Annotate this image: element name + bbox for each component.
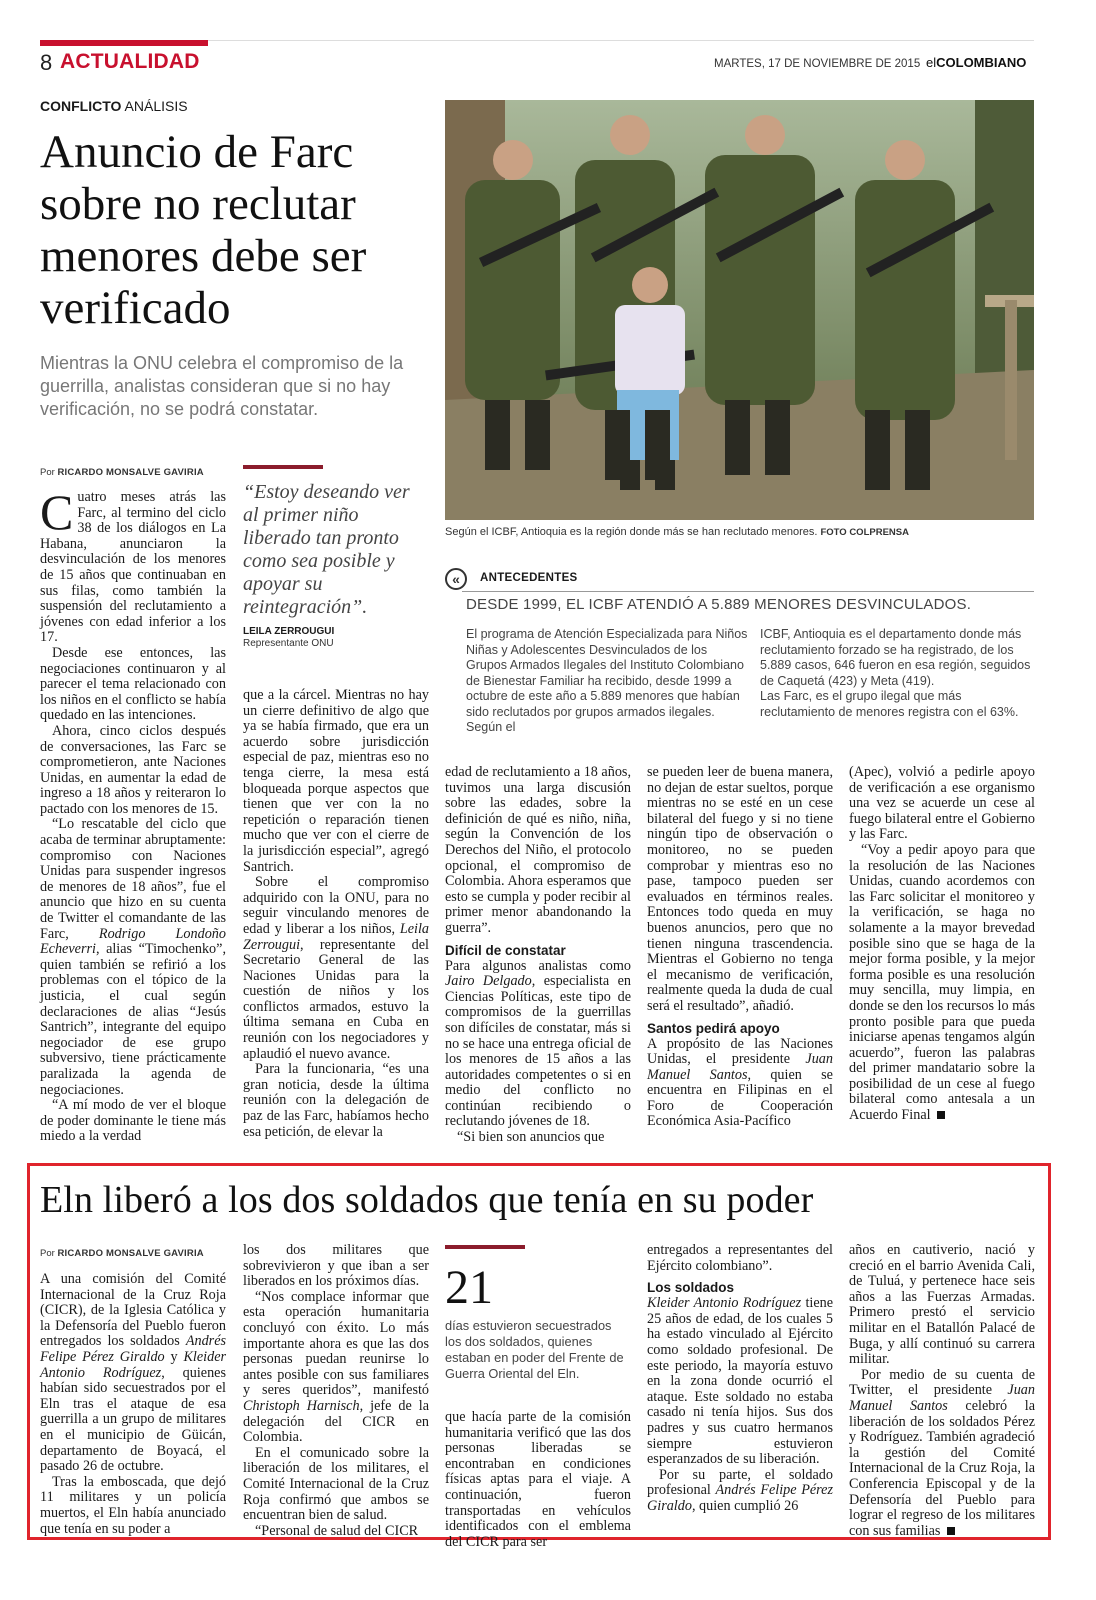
kicker-topic: CONFLICTO <box>40 98 122 114</box>
paragraph-text: uatro meses atrás las Farc, al termino del ciclo 38 de los diálogos en La Habana, anunciaron la desvinculación de los menores de 15 años que continuaban en sus filas, como también la suspensión del reclutamiento a jóvenes con edad inferior a los 17. <box>40 489 226 646</box>
paragraph-text: , quienes habían sido secuestrados por el Eln tras el ataque de esa guerrilla a un grupo de militares en el municipio de Güicán, departamento de Boyacá, el pasado 26 de octubre. <box>40 1364 227 1475</box>
stat-accent-bar <box>445 1245 525 1249</box>
body-paragraph: En el comunicado sobre la liberación de los militares, el Comité Internacional de la Cruz Roja confirmó que ambos se encuentran bien de salud. <box>243 1444 429 1524</box>
antecedentes-paragraph: ICBF, Antioquia es el departamento donde más reclutamiento forzado se ha registrado, de los 5.889 casos, 646 fueron en esa región, seguidos de Caquetá (423) y Meta (419). <box>760 627 1031 688</box>
paragraph-text: Para algunos analistas como <box>445 957 631 974</box>
article2-column-3 <box>445 1410 631 1550</box>
byline-author: RICARDO MONSALVE GAVIRIA <box>57 1248 204 1259</box>
person-name: Kleider Antonio Rodríguez <box>647 1295 802 1312</box>
body-paragraph: edad de reclutamiento a 18 años, tuvimos una larga discusión sobre las edades, sobre la definición de qué es niño, niña, según la Convención de los Derechos del Niño, el protocolo opcional, el compromiso de Colombia. Ahora esperamos que esto se cumpla y poder recibir al primer menor abandonando la guerra”. <box>445 764 631 936</box>
body-paragraph <box>445 959 631 1131</box>
body-paragraph: entregados a representantes del Ejército colombiano”. <box>647 1242 833 1274</box>
person-name: Kleider Antonio Rodríguez <box>40 1348 227 1381</box>
end-mark-icon <box>937 1111 945 1119</box>
article2-column-5 <box>849 1243 1035 1539</box>
article2-column-1 <box>40 1272 226 1537</box>
paragraph-text: Sobre el compromiso adquirido con la ONU, para no seguir vinculando menores de edad y liberar a los niños, <box>243 874 429 937</box>
body-paragraph: se pueden leer de buena manera, no dejan de estar sueltos, porque mientras no se esté en un cese bilateral del fuego y si no tiene ningún tipo de observación o monitoreo, no se pueden comprobar y mientras eso no pase, tampoco pueden ser evaluados en términos reales. Entonces todo queda en muy buenos anuncios, pero que no tienen ninguna trascendencia. Mientras el Gobierno no tenga el mecanismo de verificación, realmente queda la duda de cual será el resultado”, añadió. <box>647 764 833 1014</box>
person-name: Christoph Harnisch <box>243 1397 360 1414</box>
body-paragraph <box>40 1272 226 1475</box>
byline-author: RICARDO MONSALVE GAVIRIA <box>57 467 204 478</box>
pull-quote: “Estoy deseando ver al primer niño liberado tan pronto como sea posible y apoyar su reintegración”. <box>243 481 410 618</box>
stat-number: 21 <box>445 1261 493 1314</box>
stat-description: días estuvieron secuestrados los dos soldados, quienes estaban en poder del Frente de Guerra Oriental del Eln. <box>445 1318 624 1381</box>
paragraph-text: Por medio de su cuenta de Twitter, el presidente <box>849 1366 1035 1399</box>
body-paragraph: Ahora, cinco ciclos después de conversaciones, las Farc se comprometieron, ante Naciones Unidas, en aumentar la edad de ingreso a 18 años y reiteraron lo pactado con los menores de 15. <box>40 722 226 817</box>
article-column-4 <box>647 765 833 1130</box>
end-mark-icon <box>947 1527 955 1535</box>
paragraph-text: Por su parte, el soldado profesional <box>647 1466 833 1499</box>
article-headline: Anuncio de Farc sobre no reclutar menores debe ser verificado <box>40 126 367 334</box>
newspaper-title: COLOMBIANO <box>936 55 1027 70</box>
drop-cap: C <box>40 484 74 540</box>
body-paragraph <box>647 1037 833 1131</box>
body-paragraph: que a la cárcel. Mientras no hay un cierre definitivo de algo que ya se había firmado, que era un acuerdo sobre jurisdicción especial de paz, mientras eso no tenga cierre, la mesa está bloqueada porque aspectos que tienen que ver con la no repetición o reparación tienen mucho que ver con el cierre de la jurisdicción especial”, agregó Santrich. <box>243 687 429 875</box>
body-paragraph: “Si bien son anuncios que <box>457 1129 605 1146</box>
person-name: Andrés Felipe Pérez Giraldo <box>40 1333 227 1365</box>
body-paragraph: Tras la emboscada, que dejó 11 militares y un policía muertos, el Eln había anunciado que tenía en su poder a <box>40 1473 226 1537</box>
person-name: Leila Zerrougui <box>243 920 429 953</box>
body-paragraph <box>40 484 226 646</box>
body-paragraph: Desde ese entonces, las negociaciones continuaron y al parecer el tema relacionado con los niños en el conflicto se había quedado en las intenciones. <box>40 644 226 724</box>
body-paragraph <box>40 817 226 1098</box>
photo-caption <box>445 526 1034 538</box>
article2-column-2 <box>243 1243 429 1539</box>
article2-headline: Eln liberó a los dos soldados que tenía en su poder <box>40 1179 814 1221</box>
newspaper-prefix: el <box>926 55 937 70</box>
antecedentes-rule <box>462 591 1034 592</box>
body-paragraph <box>243 1290 429 1446</box>
issue-date: MARTES, 17 DE NOVIEMBRE DE 2015 <box>714 58 921 70</box>
person-name: Andrés Felipe Pérez Giraldo <box>647 1482 833 1514</box>
paragraph-text: “Nos complace informar que esta operación humanitaria concluyó con éxito. Lo más importante ahora es que las dos personas puedan reunirse lo antes posible con sus familiares y seres queridos”, manifestó <box>243 1288 429 1399</box>
paragraph-text: , alias “Timochenko”, quien también se refirió a los problemas con el tópico de la justicia, el cual según declaraciones de alias “Jesús Santrich”, integrante del equipo negociador de ese grupo subversivo, tiene prácticamente paralizada la agenda de negociaciones. <box>40 941 226 1098</box>
paragraph-text: , jefe de la delegación del CICR en Colombia. <box>243 1397 430 1446</box>
article-photo <box>445 100 1034 520</box>
byline-prefix: Por <box>40 467 55 478</box>
paragraph-text: , especialista en Ciencias Políticas, este tipo de compromisos de la guerrillas son difíciles de constatar, más si no se hace una entrega oficial de los menores de 15 años a las autoridades competentes o si en medio del conflicto no continúan recibiendo o reclutando jóvenes de 18. <box>445 973 632 1130</box>
antecedentes-col2 <box>760 627 1034 720</box>
article-byline <box>40 467 204 478</box>
article-column-2 <box>243 688 429 1140</box>
subheading: Los soldados <box>647 1280 735 1296</box>
guerrilla-photo-illustration <box>445 100 1034 520</box>
paragraph-text: , quien cumplió 26 <box>691 1497 799 1514</box>
body-paragraph: que hacía parte de la comisión humanitaria verificó que las dos personas liberadas se encontraban en condiciones físicas aptas para el viaje. A continuación, fueron transportadas en vehículos identificados con el emblema del CICR para ser <box>445 1409 631 1550</box>
person-name: Juan Manuel Santos <box>849 1382 1035 1414</box>
body-paragraph: (Apec), volvió a pedirle apoyo de verificación a ese organismo una vez se acuerde un cese al fuego bilateral entre el Gobierno y las Farc. <box>849 764 1035 843</box>
article2-byline <box>40 1248 204 1259</box>
body-paragraph: Para la funcionaria, “es una gran noticia, desde la última reunión con la delegación de paz de las Farc, habíamos hecho esa petición, de elevar la <box>243 1061 429 1140</box>
paragraph-text: A una comisión del Comité Internacional de la Cruz Roja (CICR), de la Iglesia Católica y la Defensoría del Pueblo fueron entregados los soldados <box>40 1271 226 1350</box>
paragraph-text: celebró la liberación de los soldados Pérez y Rodríguez. También agradeció la gestión del Comité Internacional de la Cruz Roja, la Conferencia Episcopal y de la Defensoría del Pueblo para lograr el regreso de los militares con sus familias <box>849 1397 1035 1539</box>
photo-credit: FOTO COLPRENSA <box>820 527 909 538</box>
article-column-5 <box>849 765 1035 1124</box>
article-column-1 <box>40 484 226 1145</box>
antecedentes-title: DESDE 1999, EL ICBF ATENDIÓ A 5.889 MENORES DESVINCULADOS. <box>466 596 972 613</box>
article-kicker <box>40 98 188 114</box>
paragraph-text: A propósito de las Naciones Unidas, el presidente <box>647 1035 833 1068</box>
quote-accent-bar <box>243 465 323 469</box>
body-paragraph <box>849 843 1035 1124</box>
body-paragraph <box>647 1468 833 1515</box>
double-chevron-left-icon: « <box>445 568 467 590</box>
paragraph-text: y <box>170 1348 178 1365</box>
page-number: 8 <box>40 50 53 75</box>
paragraph-text: tiene 25 años de edad, de los cuales 5 ha estado vinculado al Ejército como soldado profesional. De este periodo, la mayoría estuvo en la zona donde ocurrió el ataque. Este soldado no estaba casado ni tenía hijos. Sus dos padres y sus cuatro hermanos siempre estuvieron esperanzados de su liberación. <box>647 1295 834 1468</box>
body-paragraph: los dos militares que sobrevivieron y que iban a ser liberados en los próximos días. <box>243 1242 429 1290</box>
person-name: Jairo Delgado <box>445 973 532 990</box>
antecedentes-col1: El programa de Atención Especializada para Niños Niñas y Adolescentes Desvinculados de los Grupos Armados Ilegales del Instituto Colombiano de Bienestar Familiar ha recibido, desde 1999 a octubre de este año a 5.889 menores que habían sido reclutados por grupos armados ilegales. Según el <box>466 627 748 734</box>
kicker-type: ANÁLISIS <box>124 98 188 114</box>
body-paragraph: “A mí modo de ver el bloque de poder dominante le tiene más miedo a la verdad <box>40 1097 226 1145</box>
body-paragraph: años en cautiverio, nació y creció en el barrio Avenida Cali, de Tuluá, y pertenece hace seis años a las Fuerzas Armadas. Primero prestó el servicio militar en el Batallón Palacé de Buga, y allí continuó su carrera militar. <box>849 1242 1035 1368</box>
quote-author: LEILA ZERROUGUI <box>243 626 335 637</box>
section-title: ACTUALIDAD <box>60 50 200 73</box>
body-paragraph <box>849 1368 1035 1540</box>
person-name: Rodrigo Londoño Echeverri <box>40 925 226 958</box>
antecedentes-label: ANTECEDENTES <box>480 572 578 584</box>
paragraph-text: “Lo rescatable del ciclo que acaba de terminar abruptamente: compromiso con Naciones Unidas para suspender ingresos de menores de 18 años”, fue el anuncio que hizo en su cuenta de Twitter el comandante de las Farc, <box>40 816 226 942</box>
body-paragraph: “Personal de salud del CICR <box>255 1522 419 1539</box>
person-name: Juan Manuel Santos <box>647 1051 833 1083</box>
body-paragraph <box>243 875 429 1062</box>
newspaper-name <box>926 55 1026 70</box>
caption-text: Según el ICBF, Antioquia es la región donde más se han reclutado menores. <box>445 526 818 538</box>
subheading: Santos pedirá apoyo <box>647 1020 780 1036</box>
section-color-bar <box>40 40 208 46</box>
article-deck: Mientras la ONU celebra el compromiso de la guerrilla, analistas consideran que si no hay verificación, no se podrá constatar. <box>40 353 404 419</box>
antecedentes-paragraph: Las Farc, es el grupo ilegal que más reclutamiento de menores registra con el 63%. <box>760 689 1019 719</box>
paragraph-text: , representante del Secretario General de las Naciones Unidas para la cuestión de niños y los conflictos armados, estuvo la última semana en Cuba en reunión con los negociadores y aplaudió el nuevo avance. <box>243 936 429 1062</box>
subheading: Difícil de constatar <box>445 942 566 958</box>
article-column-3 <box>445 765 631 1146</box>
quote-author-role: Representante ONU <box>243 638 334 649</box>
byline-prefix: Por <box>40 1248 55 1259</box>
paragraph-text: , quien se encuentra en Filipinas en el Foro de Cooperación Económica Asia-Pacífico <box>647 1066 833 1130</box>
body-paragraph <box>647 1296 833 1468</box>
paragraph-text: “Voy a pedir apoyo para que la resolución de las Naciones Unidas, cuando acordemos con las Farc solicitar el monitoreo y la verificación, se haga no solamente a la mayor brevedad posible sino que se haga de la mejor forma posible, y la mejor forma posible es una resolución muy sencilla, muy limpia, en donde se den los recursos lo más pronto posible para que pueda iniciarse apenas tengamos algún acuerdo”, fueron las palabras del primer mandatario sobre la posibilidad de un cese al fuego bilateral como antesala a un Acuerdo Final <box>849 841 1035 1124</box>
article2-column-4 <box>647 1243 833 1515</box>
